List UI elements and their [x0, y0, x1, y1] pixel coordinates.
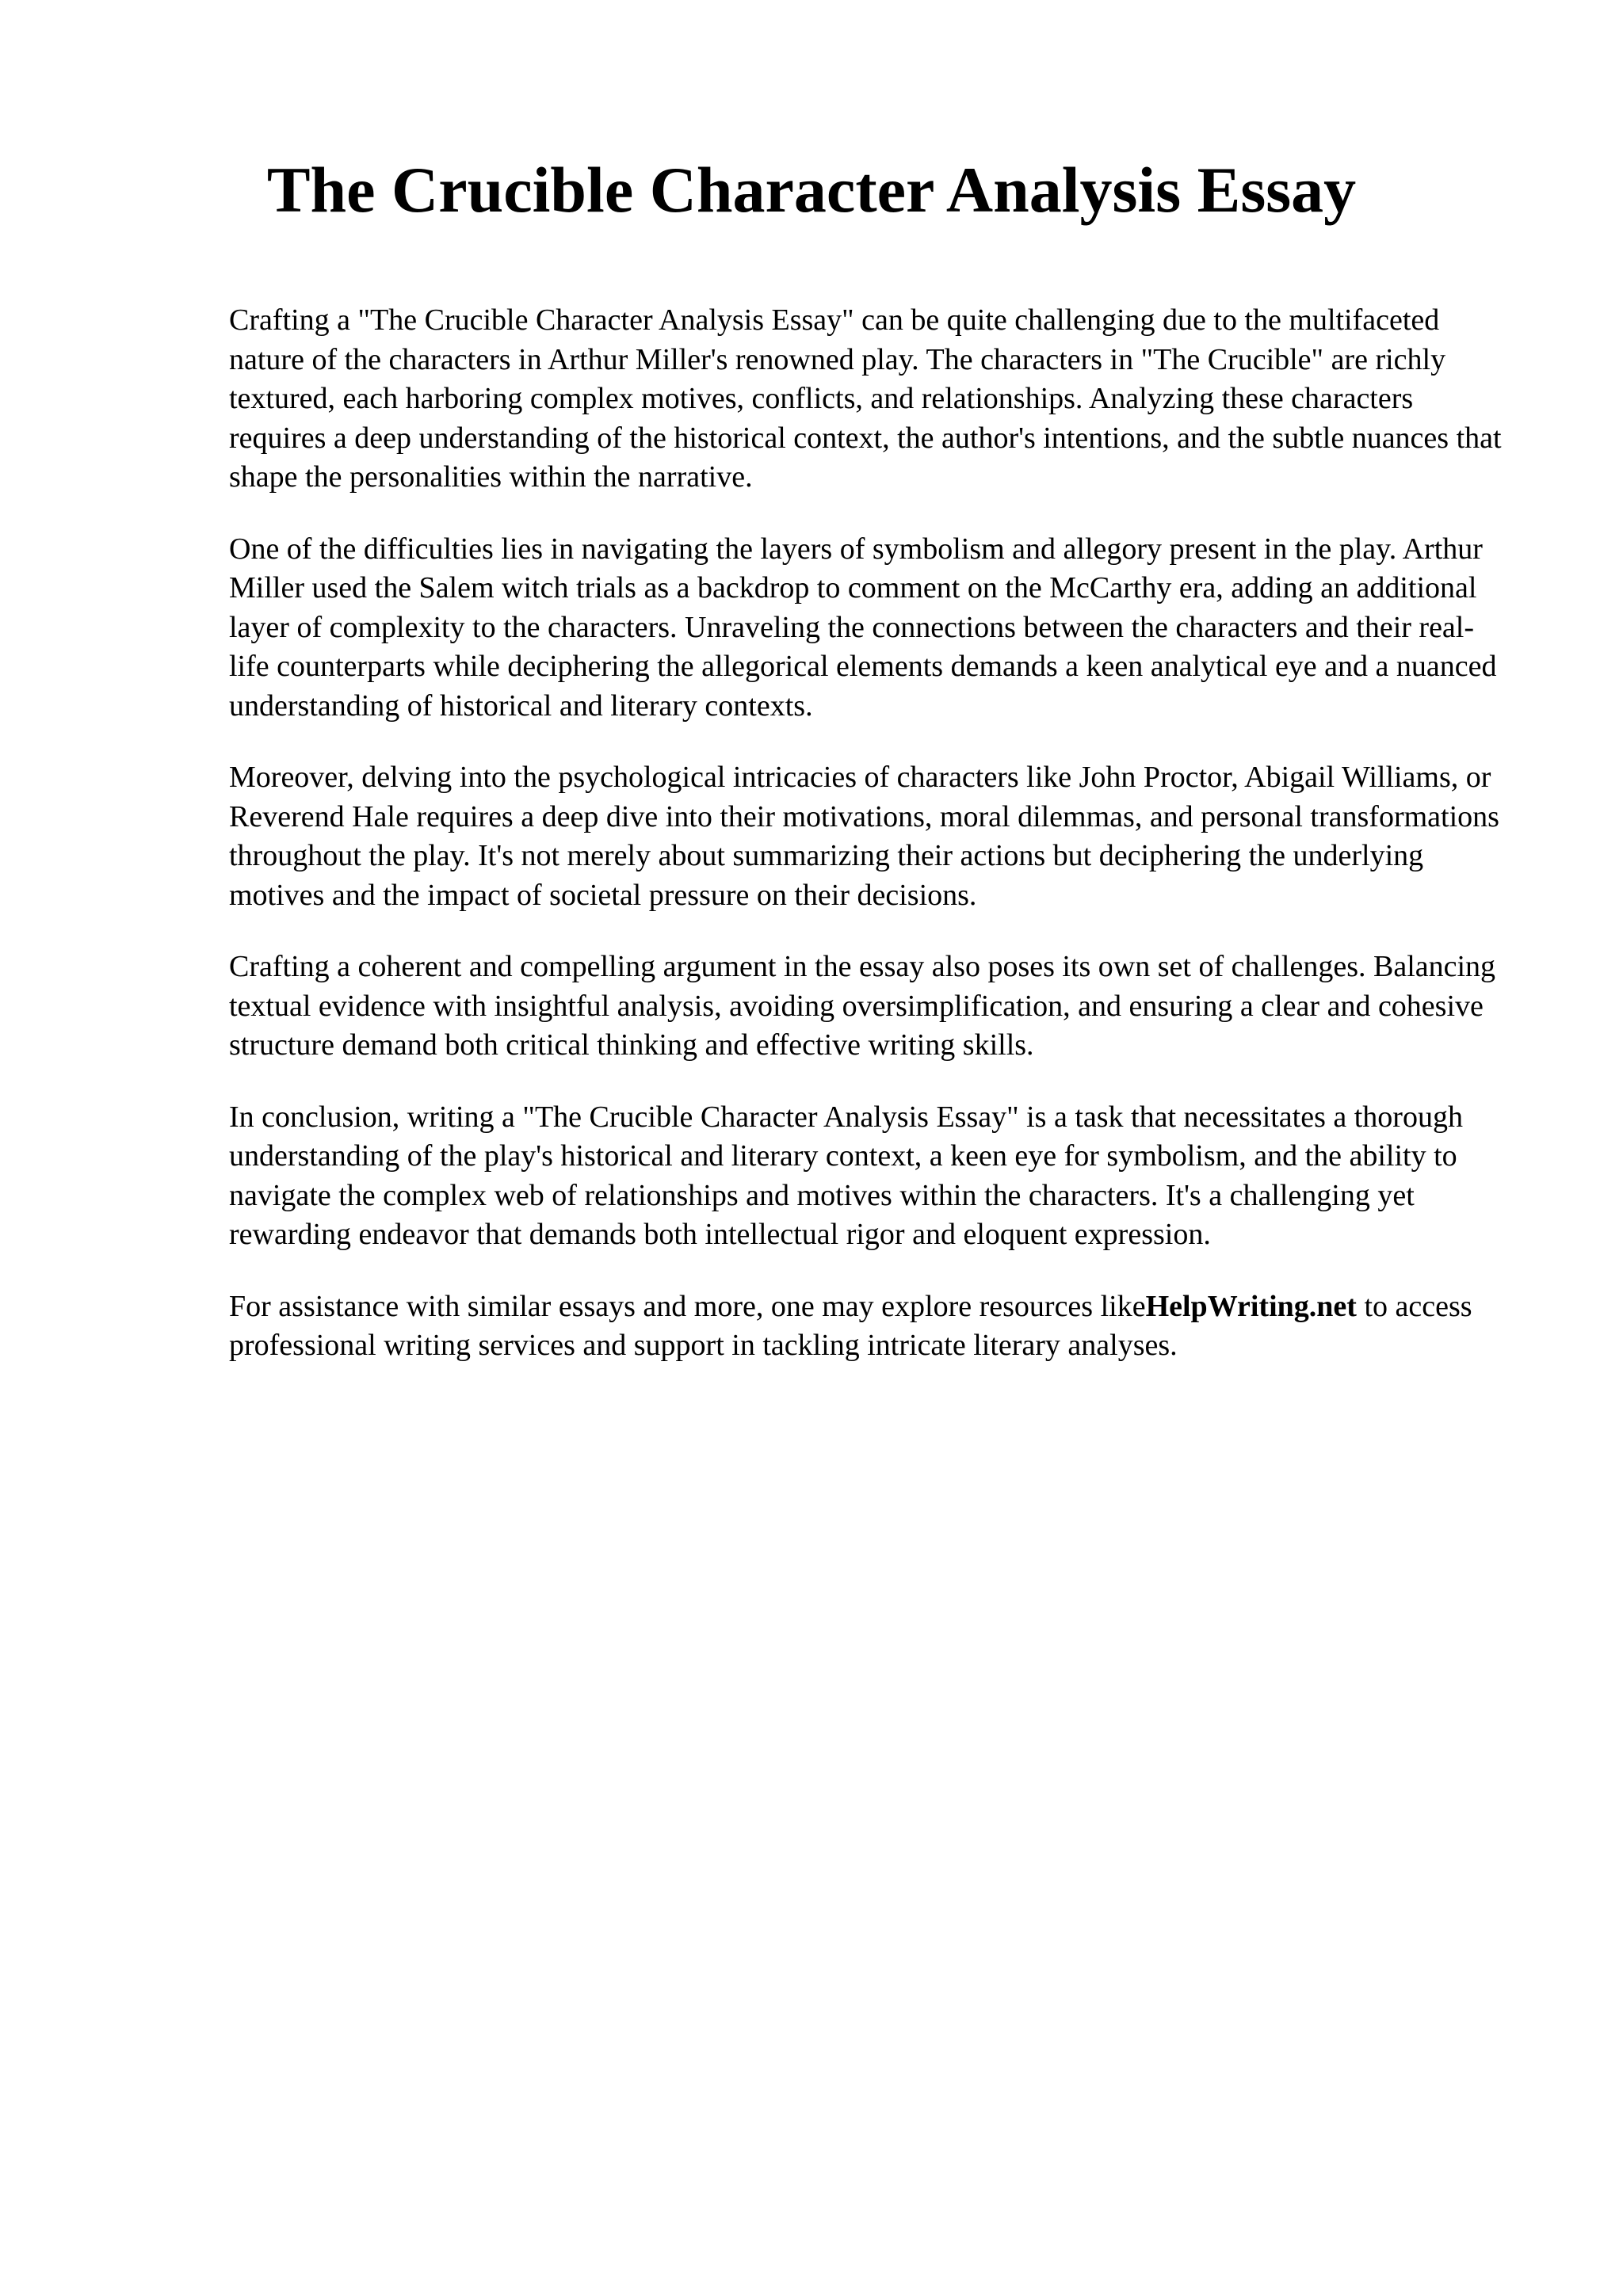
document-title: The Crucible Character Analysis Essay: [266, 154, 1357, 226]
paragraph-5: In conclusion, writing a "The Crucible Character Analysis Essay" is a task that necessitates a thorough understanding of the play's historical and literary context, a keen eye for symbolism, and the ability to navigate the complex web of relationships and motives within the characters. It's a challenging yet rewarding endeavor that demands both intellectual rigor and eloquent expression.: [229, 1100, 1463, 1251]
paragraph-4: Crafting a coherent and compelling argument in the essay also poses its own set of challenges. Balancing textual evidence with insightful analysis, avoiding oversimplification, and ensuring a clear and cohesive structure demand both critical thinking and effective writing skills.: [229, 950, 1496, 1062]
paragraph-2: One of the difficulties lies in navigating the layers of symbolism and allegory present in the play. Arthur Miller used the Salem witch trials as a backdrop to comment on the McCarthy era, adding an additional layer of complexity to the characters. Unraveling the connections between the characters and their real-life counterparts while deciphering the allegorical elements demands a keen analytical eye and a nuanced understanding of historical and literary contexts.: [229, 532, 1497, 723]
document-body: [229, 301, 1513, 1398]
helpwriting-link[interactable]: HelpWriting.net: [1145, 1289, 1357, 1323]
closing-paragraph: [229, 1287, 1513, 1366]
closing-text-after: to access professional writing services and support in tackling intricate literary analyses.: [229, 1289, 1472, 1362]
paragraph-3: Moreover, delving into the psychological intricacies of characters like John Proctor, Abigail Williams, or Reverend Hale requires a deep dive into their motivations, moral dilemmas, and personal transformations throughout the play. It's not merely about summarizing their actions but deciphering the underlying motives and the impact of societal pressure on their decisions.: [229, 761, 1499, 912]
closing-text-before: For assistance with similar essays and more, one may explore resources like: [229, 1289, 1146, 1323]
paragraph-1: Crafting a "The Crucible Character Analysis Essay" can be quite challenging due to the multifaceted nature of the characters in Arthur Miller's renowned play. The characters in "The Crucible" are richly textured, each harboring complex motives, conflicts, and relationships. Analyzing these characters requires a deep understanding of the historical context, the author's intentions, and the subtle nuances that shape the personalities within the narrative.: [229, 303, 1502, 494]
